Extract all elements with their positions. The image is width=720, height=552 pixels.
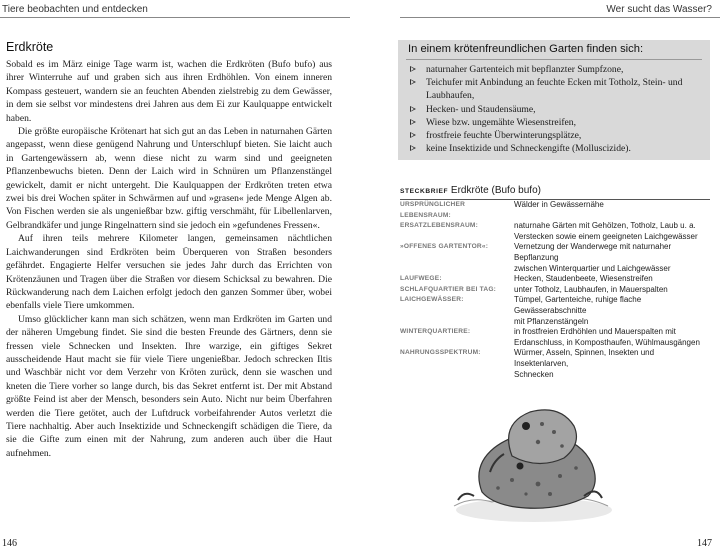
- steckbrief-key: »OFFENES GARTENTOR«:: [400, 243, 489, 251]
- steckbrief-row: [400, 295, 710, 316]
- steckbrief-title: Erdkröte (Bufo bufo): [450, 185, 541, 196]
- list-item: Wiese bzw. ungemähte Wiesenstreifen,: [408, 116, 704, 129]
- section-title: Erdkröte: [6, 40, 54, 54]
- running-head: Wer sucht das Wasser?: [606, 4, 712, 15]
- list-item: naturnaher Gartenteich mit bepflanzter Sumpfzone,: [408, 63, 704, 76]
- paragraph: Die größte europäische Krötenart hat sich gut an das Leben in naturnahen Gärten angepasst, wenn diese genügend Nahrung und Unterschlupf bieten. Sie laicht auch in Gartengewässern ab, wenn diese nicht zu warm sind und geeigneten Pflanzenbewuchs bieten. Denn der Laich wird in Schnüren um Pflanzenstängel gewickelt, damit er nicht untergeht. Die Kaulquappen der Erdkröten treten etwa zwei bis drei Wochen später in Schwärmen auf und »grasen« jede Menge Algen ab. Von Fischen werden sie als ungenießbar bzw. giftig verschmäht, für Libellenlarven, Gelbrandkäfer und junge Ringelnattern sind sie jedoch ein »gefundenes Fressen«.: [6, 126, 332, 231]
- steckbrief-key: WINTERQUARTIERE:: [400, 328, 471, 336]
- steckbrief-row: [400, 317, 710, 328]
- steckbrief-key: [400, 317, 514, 328]
- info-box-list: [408, 63, 704, 155]
- steckbrief-rows: [400, 200, 710, 380]
- steckbrief-key: NAHRUNGSSPEKTRUM:: [400, 349, 481, 357]
- steckbrief-value: Erdanschluss, in Komposthaufen, Wühlmausgängen: [514, 337, 700, 347]
- steckbrief-value: unter Totholz, Laubhaufen, in Mauerspalten: [514, 284, 668, 294]
- steckbrief-key: SCHLAFQUARTIER BEI TAG:: [400, 285, 497, 293]
- toad-illustration: [442, 396, 612, 531]
- steckbrief-row: [400, 327, 710, 338]
- header-rule: [400, 17, 720, 18]
- steckbrief-row: [400, 264, 710, 275]
- steckbrief-row: [400, 274, 710, 285]
- steckbrief-value: naturnahe Gärten mit Gehölzen, Totholz, Laub u. a.: [514, 221, 696, 231]
- list-item: frostfreie feuchte Überwinterungsplätze,: [408, 129, 704, 142]
- steckbrief-value: Würmer, Asseln, Spinnen, Insekten und Insektenlarven,: [514, 348, 655, 368]
- bullet-triangle-icon: [410, 145, 416, 151]
- running-head: Tiere beobachten und entdecken: [2, 4, 148, 15]
- steckbrief-key: [400, 232, 514, 243]
- body-text: [6, 58, 332, 460]
- page-number: 146: [2, 538, 17, 549]
- right-page: [360, 0, 720, 552]
- info-box-divider: [406, 59, 702, 60]
- paragraph: Sobald es im März einige Tage warm ist, wachen die Erdkröten (Bufo bufo) aus ihrer Winterruhe auf und graben sich aus ihren Erdhöhlen. Von einem inneren Kompass gesteuert, wandern sie an feuchten Abenden zielstrebig zu dem Gewässer, in dem sie selbst vor mindestens drei Jahren aus dem Ei zur Kaulquappe entwickelt haben.: [6, 59, 332, 124]
- steckbrief-value: Verstecken sowie einem geeigneten Laichgewässer: [514, 231, 698, 241]
- bullet-triangle-icon: [410, 79, 416, 85]
- paragraph: Auf ihren teils mehrere Kilometer langen, gemeinsamen nächtlichen Laichwanderungen sind Erdkröten beim Überqueren von Straßen besonders gefährdet. Engagierte Helfer versuchen sie jedes Jahr durch das Errichten von Krötenzäunen und Tragen über die Straßen vor diesem Schicksal zu bewahren. Die Rückwanderung nach dem Laichen erfolgt jedoch den ganzen Sommer über, wobei ebenfalls viele Tiere umkommen.: [6, 233, 332, 312]
- steckbrief-row: [400, 200, 710, 221]
- steckbrief-key: LAICHGEWÄSSER:: [400, 296, 464, 304]
- steckbrief-row: [400, 285, 710, 296]
- steckbrief-row: [400, 348, 710, 369]
- steckbrief-row: [400, 232, 710, 243]
- steckbrief-value: Wälder in Gewässernähe: [514, 200, 604, 209]
- steckbrief-value: mit Pflanzenstängeln: [514, 316, 589, 326]
- steckbrief-value: in frostfreien Erdhöhlen und Mauerspalten mit: [514, 327, 676, 337]
- bullet-triangle-icon: [410, 106, 416, 112]
- steckbrief-row: [400, 242, 710, 263]
- steckbrief-value: Schnecken: [514, 369, 554, 379]
- steckbrief-key: [400, 338, 514, 349]
- steckbrief-key: ERSATZLEBENSRAUM:: [400, 222, 479, 230]
- steckbrief-key: [400, 370, 514, 381]
- steckbrief-tag: STECKBRIEF: [400, 188, 449, 195]
- steckbrief-key: LAUFWEGE:: [400, 275, 442, 283]
- steckbrief-key: [400, 264, 514, 275]
- steckbrief-value: Vernetzung der Wanderwege mit naturnaher Bepflanzung: [514, 242, 672, 262]
- steckbrief-header: [400, 185, 710, 200]
- steckbrief: [400, 185, 710, 380]
- steckbrief-row: [400, 370, 710, 381]
- steckbrief-key: URSPRÜNGLICHER LEBENSRAUM:: [400, 201, 466, 219]
- list-item: Hecken- und Staudensäume,: [408, 103, 704, 116]
- page-number: 147: [697, 538, 712, 549]
- paragraph: Umso glücklicher kann man sich schätzen, wenn man Erdkröten im Garten und der näheren Umgebung findet. Sie sind die besten Freunde des Gärtners, denn sie fressen viele Schnecken und Insekten. Ihre warzige, ein giftiges Sekret ausscheidende Haut macht sie für viele Tiere ungenießbar. Jedoch schrecken Iltis und Waschbär nicht vor dem Verzehr von Kröten zurück, denn sie waschen und kneten die Tiere vorher so lange durch, bis das Sekret entfernt ist. Der mit Abstand größte Feind ist aber der Mensch, besonders sein Auto. Nicht nur beim Überfahren werden die Tiere getötet, auch der Luftdruck vorbeifahrender Autos verletzt die Tiere nachhaltig. Aber auch Insektizide und Schneckengift schädigen die Tiere, da sie die Gifte zum einen mit der Nahrung, zum anderen auch über die Haut aufnehmen.: [6, 313, 332, 459]
- info-box-title: In einem krötenfreundlichen Garten finden sich:: [408, 43, 644, 55]
- header-rule: [0, 17, 350, 18]
- steckbrief-value: Tümpel, Gartenteiche, ruhige flache Gewässerabschnitte: [514, 295, 642, 315]
- bullet-triangle-icon: [410, 119, 416, 125]
- steckbrief-value: Hecken, Staudenbeete, Wiesenstreifen: [514, 274, 653, 284]
- info-box: [398, 40, 710, 160]
- list-item: Teichufer mit Anbindung an feuchte Ecken mit Totholz, Stein- und Laubhaufen,: [408, 76, 704, 102]
- bullet-triangle-icon: [410, 132, 416, 138]
- steckbrief-value: zwischen Winterquartier und Laichgewässer: [514, 263, 671, 273]
- list-item: keine Insektizide und Schneckengifte (Molluscizide).: [408, 142, 704, 155]
- bullet-triangle-icon: [410, 66, 416, 72]
- steckbrief-row: [400, 221, 710, 232]
- steckbrief-row: [400, 338, 710, 349]
